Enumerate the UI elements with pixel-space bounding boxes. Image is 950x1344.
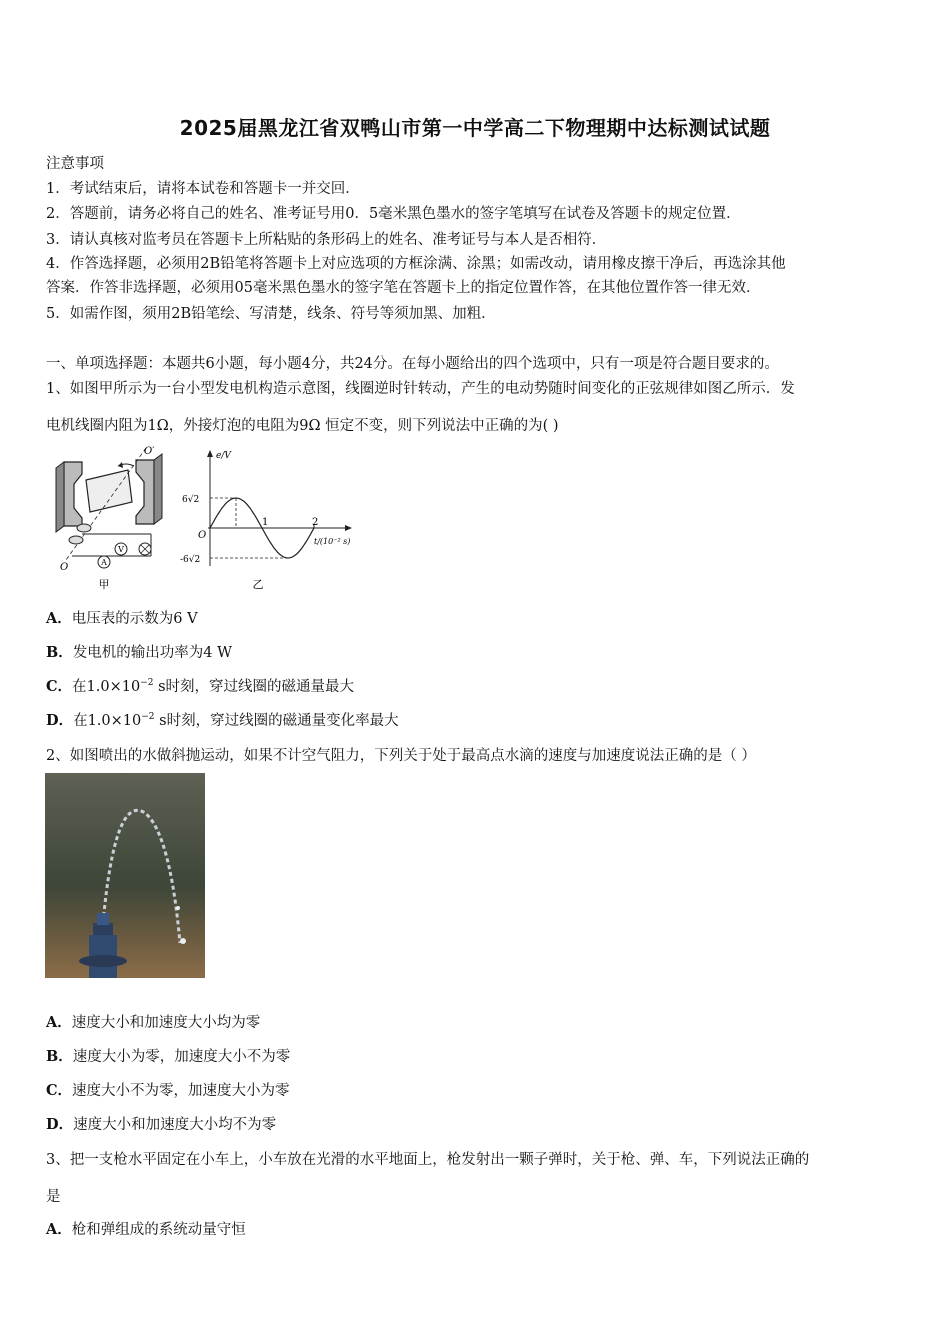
x-tick-1: 1 — [262, 517, 269, 528]
q2-option-c: C．速度大小不为零，加速度大小为零 — [46, 1082, 290, 1099]
q2-option-b: B．速度大小为零，加速度大小不为零 — [46, 1048, 291, 1065]
notice-item: 1．考试结束后，请将本试卷和答题卡一并交回． — [46, 181, 360, 197]
generator-diagram — [46, 440, 166, 595]
notice-item: 2．答题前，请务必将自己的姓名、准考证号用0．5毫米黑色墨水的签字笔填写在试卷及答题卡的规定位置． — [46, 206, 741, 222]
section-heading: 一、单项选择题：本题共6小题，每小题4分，共24分。在每小题给出的四个选项中，只有一项是符合题目要求的。 — [46, 356, 779, 372]
slip-ring — [69, 536, 83, 544]
magnet-right — [136, 454, 162, 524]
q3-option-a: A．枪和弹组成的系统动量守恒 — [46, 1221, 246, 1238]
ammeter-label: A — [101, 558, 107, 567]
q1-stem-line1: 1、如图甲所示为一台小型发电机构造示意图，线圈逆时针转动，产生的电动势随时间变化的正弦规律如图乙所示．发 — [46, 381, 795, 397]
q3-stem-line1: 3、把一支枪水平固定在小车上，小车放在光滑的水平地面上，枪发射出一颗子弹时，关于枪、弹、车，下列说法正确的 — [46, 1152, 810, 1168]
axis-label-top: O′ — [144, 446, 155, 457]
q1-option-a: A．电压表的示数为6 V — [46, 610, 198, 627]
q2-stem: 2、如图喷出的水做斜抛运动，如果不计空气阻力，下列关于处于最高点水滴的速度与加速度说法正确的是（ ） — [46, 748, 756, 764]
y-axis-label: e/V — [216, 451, 231, 461]
y-tick-negative: -6√2 — [180, 555, 201, 565]
figure-label-jia: 甲 — [98, 578, 110, 591]
x-tick-2: 2 — [312, 517, 319, 528]
notice-item: 3．请认真核对监考员在答题卡上所粘贴的条形码上的姓名、准考证号与本人是否相符． — [46, 232, 607, 248]
notice-heading: 注意事项 — [46, 156, 104, 172]
emf-time-graph — [180, 446, 360, 594]
notice-item: 答案．作答非选择题，必须用05毫米黑色墨水的签字笔在答题卡上的指定位置作答，在其他位置作答一律无效． — [46, 280, 761, 296]
voltmeter-label: V — [118, 545, 124, 554]
x-axis-label: t/(10⁻² s) — [314, 537, 351, 546]
fountain-photo — [45, 773, 205, 978]
origin-label: O — [198, 530, 207, 541]
q1-stem-line2: 电机线圈内阻为1Ω，外接灯泡的电阻为9Ω 恒定不变，则下列说法中正确的为( ) — [46, 418, 559, 434]
slip-ring — [77, 524, 91, 532]
y-tick-positive: 6√2 — [182, 495, 200, 505]
coil — [86, 470, 132, 512]
notice-item: 5．如需作图，须用2B铅笔绘、写清楚，线条、符号等须加黑、加粗． — [46, 306, 496, 322]
axis-label-bottom: O — [60, 562, 69, 573]
q3-stem-line2: 是 — [46, 1189, 61, 1205]
q1-option-b: B．发电机的输出功率为4 W — [46, 644, 233, 661]
page-title: 2025届黑龙江省双鸭山市第一中学高二下物理期中达标测试试题 — [179, 116, 771, 140]
q2-option-a: A．速度大小和加速度大小均为零 — [46, 1014, 261, 1031]
notice-item: 4．作答选择题，必须用2B铅笔将答题卡上对应选项的方框涂满、涂黑；如需改动，请用橡皮擦干净后，再选涂其他 — [46, 256, 786, 272]
q1-option-c: C．在$1.0\times 10^{-2}$ s时刻，穿过线圈的磁通量最大 — [46, 678, 355, 695]
magnet-left — [56, 462, 82, 532]
figure-label-yi: 乙 — [252, 578, 264, 591]
q2-option-d: D．速度大小和加速度大小均不为零 — [46, 1116, 277, 1133]
q1-option-d: D．在$1.0\times 10^{-2}$ s时刻，穿过线圈的磁通量变化率最大 — [46, 712, 399, 729]
